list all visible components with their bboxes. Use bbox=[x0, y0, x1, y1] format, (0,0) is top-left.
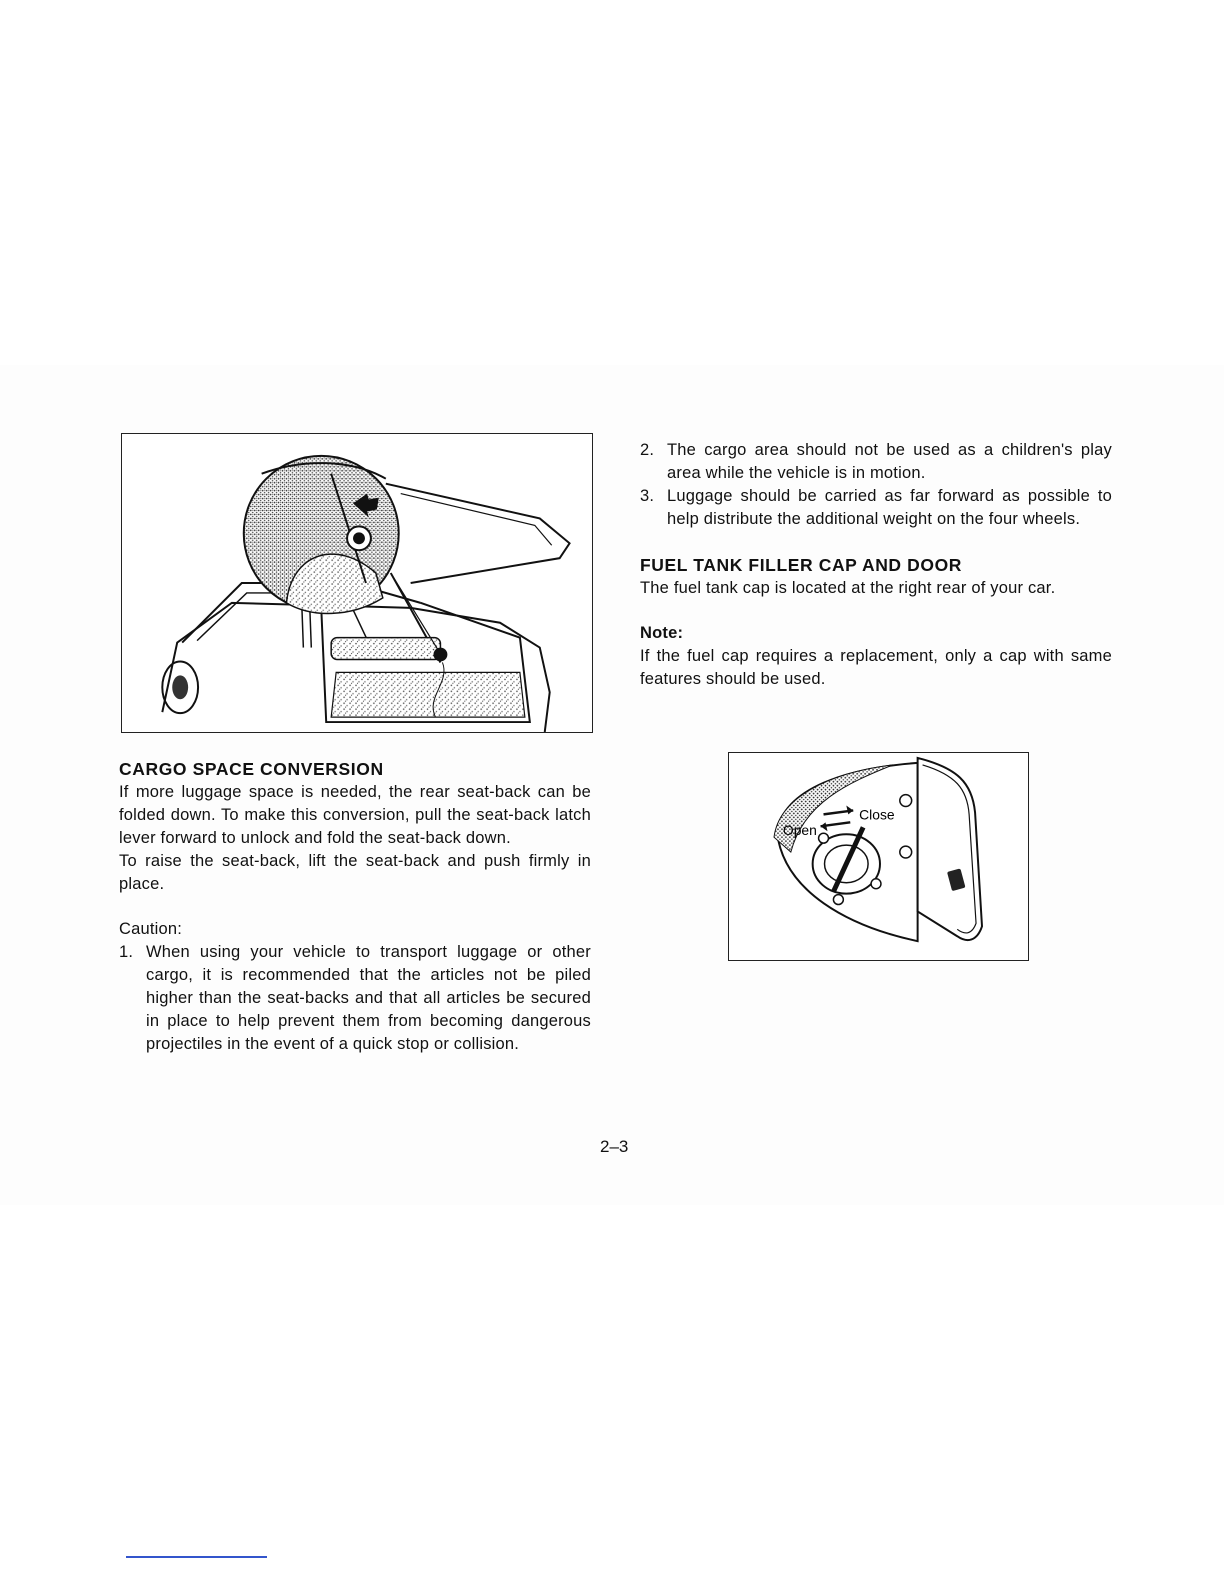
left-column bbox=[119, 757, 591, 1056]
caution-title: Caution: bbox=[119, 920, 183, 938]
spacer bbox=[640, 600, 1112, 622]
right-column bbox=[640, 439, 1112, 691]
cargo-space-heading: CARGO SPACE CONVERSION bbox=[119, 759, 384, 779]
caution-list-left bbox=[119, 941, 591, 1056]
spacer bbox=[640, 531, 1112, 553]
caution-list-right bbox=[640, 439, 1112, 531]
caution-item-2 bbox=[640, 439, 1112, 485]
open-label: Open bbox=[782, 822, 817, 839]
footer-underline bbox=[126, 1556, 267, 1558]
note-paragraph: If the fuel cap requires a replacement, only a cap with same features should be used. bbox=[640, 647, 1112, 688]
caution-item-number: 2. bbox=[640, 441, 655, 459]
page-number: 2–3 bbox=[600, 1137, 629, 1156]
caution-item-text: Luggage should be carried as far forward as possible to help distribute the additional weight on the four wheels. bbox=[667, 487, 1112, 528]
spacer bbox=[119, 896, 591, 918]
caution-item-3 bbox=[640, 485, 1112, 531]
fuel-tank-heading: FUEL TANK FILLER CAP AND DOOR bbox=[640, 555, 963, 575]
caution-item-text: When using your vehicle to transport luggage or other cargo, it is recommended that the articles not be piled higher than the seat-backs and that all articles be secured in place to help prevent them from becoming dangerous projectiles in the event of a quick stop or collision. bbox=[146, 943, 591, 1053]
cargo-area-illustration bbox=[121, 433, 593, 733]
cargo-paragraph-1: If more luggage space is needed, the rear seat-back can be folded down. To make this conversion, pull the seat-back latch lever forward to unlock and fold the seat-back down. bbox=[119, 783, 591, 847]
caution-item-number: 3. bbox=[640, 487, 655, 505]
fuel-paragraph: The fuel tank cap is located at the right rear of your car. bbox=[640, 579, 1056, 597]
cargo-paragraph-2: To raise the seat-back, lift the seat-back and push firmly in place. bbox=[119, 852, 591, 893]
caution-item-text: The cargo area should not be used as a children's play area while the vehicle is in motion. bbox=[667, 441, 1112, 482]
hatchback-drawing bbox=[122, 434, 592, 732]
caution-item-1 bbox=[119, 941, 591, 1056]
fuel-cap-illustration bbox=[728, 752, 1029, 961]
note-title: Note: bbox=[640, 624, 684, 642]
caution-item-number: 1. bbox=[119, 943, 134, 961]
fuel-door-drawing bbox=[729, 753, 1028, 960]
close-label: Close bbox=[859, 806, 895, 823]
